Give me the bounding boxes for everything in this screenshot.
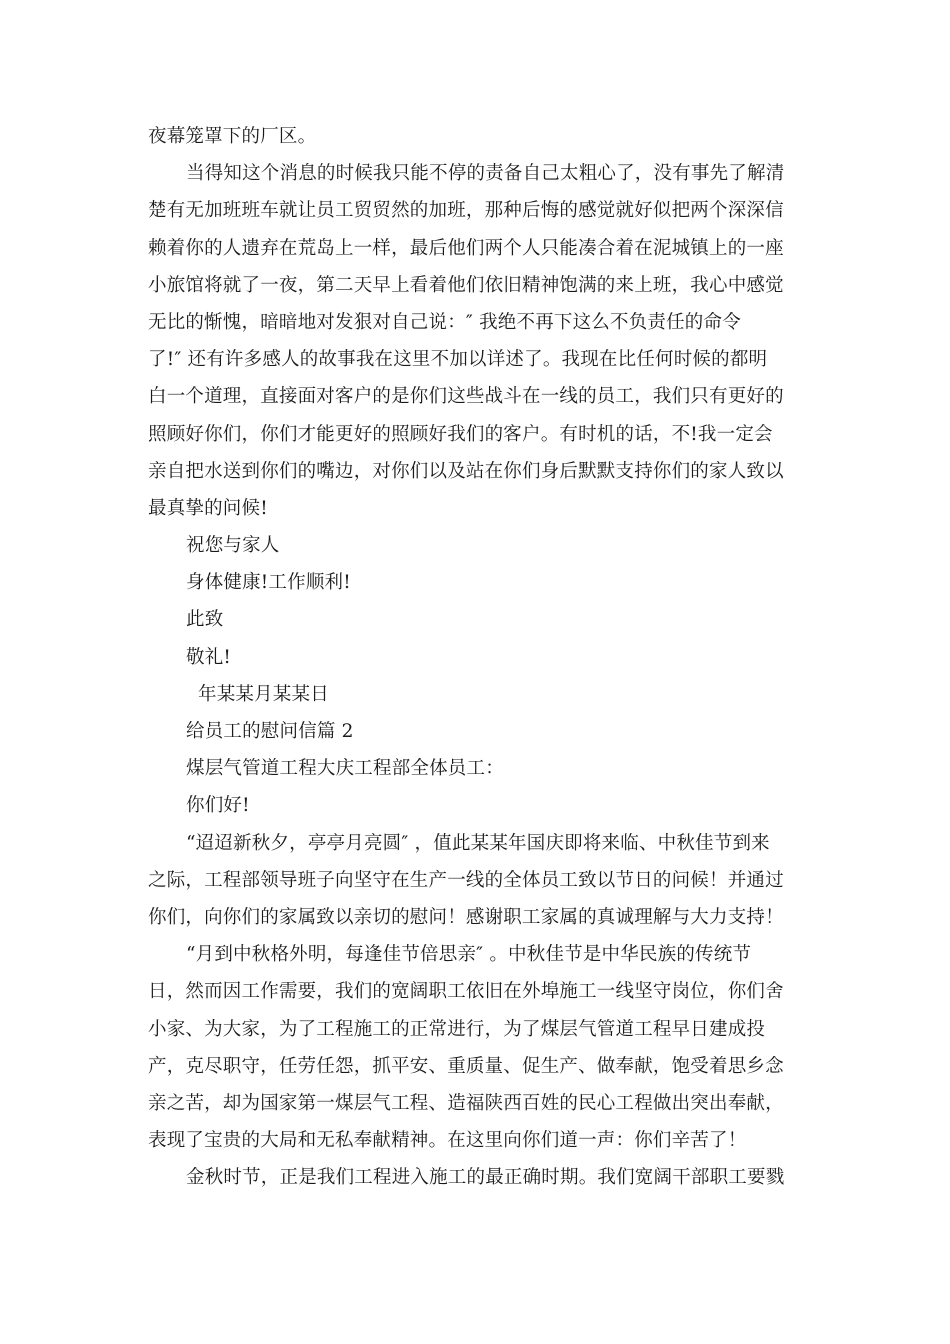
text-line: 亲之苦，却为国家第一煤层气工程、造福陕西百姓的民心工程做出突出奉献， <box>148 1092 784 1114</box>
text-line: 祝您与家人 <box>186 535 280 557</box>
text-line: 夜幕笼罩下的厂区。 <box>148 126 317 147</box>
text-line: 身体健康!工作顺利! <box>186 572 351 594</box>
text-line: 日，然而因工作需要，我们的宽阔职工依旧在外埠施工一线坚守岗位，你们舍 <box>148 981 784 1003</box>
text-line: 此致 <box>186 609 224 631</box>
text-line: 表现了宝贵的大局和无私奉献精神。在这里向你们道一声：你们辛苦了！ <box>148 1130 747 1152</box>
text-line: 楚有无加班班车就让员工贸贸然的加班，那种后悔的感觉就好似把两个深深信 <box>148 200 784 222</box>
document-body <box>148 118 800 1196</box>
text-line: 煤层气管道工程大庆工程部全体员工： <box>186 758 504 780</box>
text-line: “月到中秋格外明，每逢佳节倍思亲″ 。中秋佳节是中华民族的传统节 <box>186 944 752 966</box>
text-line: 当得知这个消息的时候我只能不停的责备自己太粗心了，没有事先了解清 <box>186 163 785 185</box>
text-line: 最真挚的问候! <box>148 497 268 519</box>
text-line: 小旅馆将就了一夜，第二天早上看着他们依旧精神饱满的来上班，我心中感觉 <box>148 274 784 296</box>
text-line: 白一个道理，直接面对客户的是你们这些战斗在一线的员工，我们只有更好的 <box>148 386 784 408</box>
text-line: 了!″ 还有许多感人的故事我在这里不加以详述了。我现在比任何时候的都明 <box>148 349 768 371</box>
text-line: 金秋时节，正是我们工程进入施工的最正确时期。我们宽阔干部职工要戮 <box>186 1167 785 1189</box>
text-line: 敬礼! <box>186 646 232 668</box>
text-line: 给员工的慰问信篇 2 <box>186 721 354 742</box>
text-line: 赖着你的人遗弃在荒岛上一样，最后他们两个人只能凑合着在泥城镇上的一座 <box>148 237 784 259</box>
text-line: 无比的惭愧，暗暗地对发狠对自己说：″ 我绝不再下这么不负责任的命令 <box>148 311 741 333</box>
text-line: 之际，工程部领导班子向坚守在生产一线的全体员工致以节日的问候！并通过 <box>148 869 784 891</box>
text-line: 你们好! <box>186 795 250 817</box>
text-line: 年某某月某某日 <box>198 683 329 705</box>
text-line: 照顾好你们，你们才能更好的照顾好我们的客户。有时机的话，不!我一定会 <box>148 423 773 445</box>
text-line: 产，克尽职守，任劳任怨，抓平安、重质量、促生产、做奉献，饱受着思乡念 <box>148 1055 784 1077</box>
text-line: 你们，向你们的家属致以亲切的慰问！感谢职工家属的真诚理解与大力支持！ <box>148 906 784 928</box>
text-line: 亲自把水送到你们的嘴边，对你们以及站在你们身后默默支持你们的家人致以 <box>148 460 784 482</box>
text-line: 小家、为大家，为了工程施工的正常进行，为了煤层气管道工程早日建成投 <box>148 1018 766 1040</box>
text-line: “迢迢新秋夕，亭亭月亮圆″ ，值此某某年国庆即将来临、中秋佳节到来 <box>186 832 770 854</box>
